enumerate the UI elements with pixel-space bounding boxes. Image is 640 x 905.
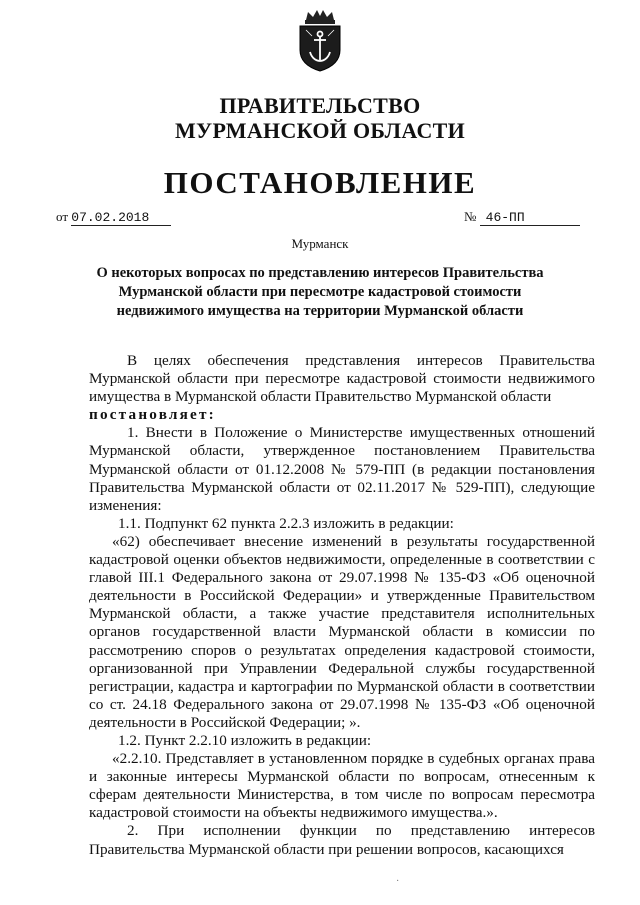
paragraph-1-2-text: «2.2.10. Представляет в установленном порядке в судебных органах права и законные интересы Мурманской области по вопросам, отнесенным к сферам деятельности Министерства, в том числе по вопросам пересмотра кадастровой стоимости на объекты недвижимого имущества.».	[89, 750, 595, 822]
date-prefix: от	[56, 209, 69, 224]
preamble-text: В целях обеспечения представления интересов Правительства Мурманской области при пересмотре кадастровой стоимости недвижимого имущества в Мурманской области Правительство Мурманской области	[89, 352, 595, 406]
resolves-word: постановляет:	[89, 406, 216, 424]
decree-body	[89, 352, 595, 859]
title-line1: О некоторых вопросах по представлению интересов Правительства	[96, 265, 544, 281]
number-prefix: №	[464, 209, 477, 224]
paragraph-1-2: 1.2. Пункт 2.2.10 изложить в редакции:	[118, 731, 372, 749]
date-value: 07.02.2018	[71, 211, 171, 226]
paragraph-1-1-text: «62) обеспечивает внесение изменений в результаты государственной кадастровой оценки объектов недвижимости, определенные в соответствии с главой III.1 Федерального закона от 29.07.1998 № 135-ФЗ «Об оценочной деятельности в Российской Федерации» и утвержденные Правительством Мурманской области, а также участие представителя исполнительных органов государственной власти Мурманской области в комиссии по рассмотрению споров о результатах определения кадастровой стоимости, организованной при Управлении Федеральной службы государственной регистрации, кадастра и картографии по Мурманской области в соответствии со ст. 24.18 Федерального закона от 29.07.1998 № 135-ФЗ «Об оценочной деятельности в Российской Федерации; ».	[89, 532, 595, 731]
paragraph-2: 2. При исполнении функции по представлению интересов Правительства Мурманской области при решении вопросов, касающихся	[89, 822, 595, 858]
title-line2: Мурманской области при пересмотре кадастровой стоимости	[118, 284, 522, 300]
scan-speck: ·	[396, 876, 400, 887]
document-type: ПОСТАНОВЛЕНИЕ	[163, 165, 477, 200]
government-name-line2: МУРМАНСКОЙ ОБЛАСТИ	[174, 118, 466, 143]
paragraph-1: 1. Внести в Положение о Министерстве имущественных отношений Мурманской области, утвержденное постановлением Правительства Мурманской области от 01.12.2008 № 579-ПП (в редакции постановления Правительства Мурманской области от 02.11.2017 № 529-ПП), следующие изменения:	[89, 424, 595, 514]
paragraph-1-1: 1.1. Подпункт 62 пункта 2.2.3 изложить в редакции:	[118, 514, 454, 532]
decree-date	[56, 209, 171, 226]
city: Мурманск	[291, 236, 349, 251]
title-line3: недвижимого имущества на территории Мурманской области	[116, 303, 524, 319]
government-name-line1: ПРАВИТЕЛЬСТВО	[219, 93, 421, 118]
number-value: 46-ПП	[480, 211, 580, 226]
decree-number	[464, 209, 580, 226]
decree-title	[90, 264, 550, 321]
preamble	[89, 352, 595, 424]
murmansk-coat-of-arms-icon	[294, 10, 346, 72]
